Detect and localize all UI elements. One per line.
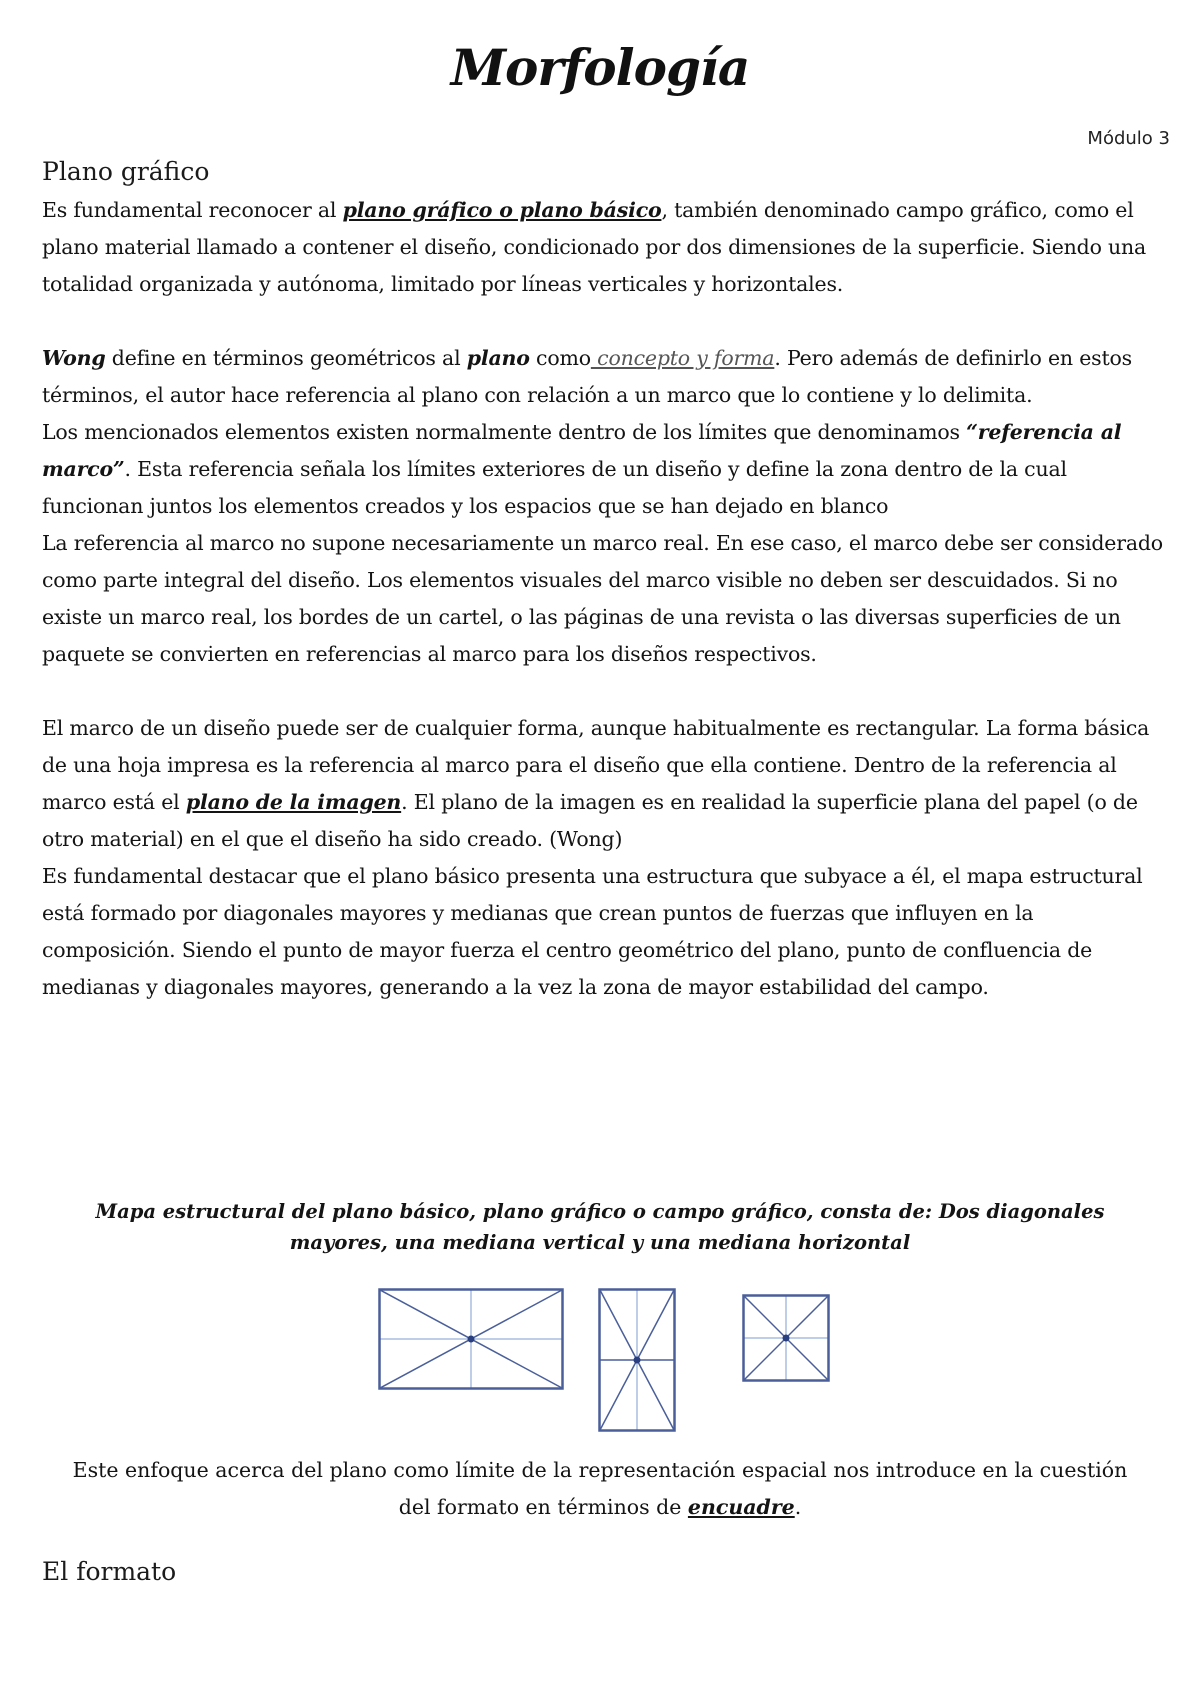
term-referencia-al-marco: “referencia al marco” [42, 420, 1122, 481]
text-run: . El plano de la imagen es en realidad la superficie plana del papel (o de otro material) en el que el diseño ha sido creado. (Wong) [42, 790, 1138, 851]
paragraph-1 [42, 192, 1167, 303]
text-run: . Pero además de definirlo en estos términos, el autor hace referencia al plano con relación a un marco que lo contiene y lo delimita. [42, 346, 1132, 407]
closing-paragraph [60, 1452, 1140, 1526]
author-wong: Wong [42, 346, 106, 370]
section-heading-el-formato: El formato [42, 1557, 177, 1586]
diagram-square [742, 1294, 830, 1382]
structural-map-diagrams [0, 1288, 1200, 1458]
term-plano: plano [466, 346, 530, 370]
text-run: como [529, 346, 591, 370]
diagram-horizontal-rectangle [378, 1288, 564, 1390]
diagram-vertical-rectangle [598, 1288, 676, 1432]
page-title: Morfología [450, 38, 750, 97]
text-run: Los mencionados elementos existen normalmente dentro de los límites que denominamos [42, 420, 967, 444]
text-run: Es fundamental reconocer al [42, 198, 343, 222]
paragraph-6: Es fundamental destacar que el plano básico presenta una estructura que subyace a él, el mapa estructural está formado por diagonales mayores y medianas que crean puntos de fuerzas que influyen en la composición. Siendo el punto de mayor fuerza el centro geométrico del plano, punto de confluencia de medianas y diagonales mayores, generando a la vez la zona de mayor estabilidad del campo. [42, 864, 1143, 999]
section-heading-plano-grafico: Plano gráfico [42, 157, 210, 186]
text-run: . Esta referencia señala los límites exteriores de un diseño y define la zona dentro de la cual funcionan juntos los elementos creados y los espacios que se han dejado en blanco [42, 457, 1067, 518]
paragraph-5 [42, 710, 1167, 858]
term-plano-de-la-imagen: plano de la imagen [185, 790, 402, 814]
paragraph-4: La referencia al marco no supone necesariamente un marco real. En ese caso, el marco debe ser considerado como parte integral del diseño. Los elementos visuales del marco visible no deben ser descuidados. Si no existe un marco real, los bordes de un cartel, o las páginas de una revista o las diversas superficies de un paquete se convierten en referencias al marco para los diseños respectivos. [42, 531, 1163, 666]
term-encuadre: encuadre [687, 1495, 795, 1519]
text-run: define en términos geométricos al [105, 346, 467, 370]
module-label: Módulo 3 [1087, 128, 1170, 149]
body-text [42, 192, 1167, 1006]
paragraph-3 [42, 414, 1167, 525]
text-run: El marco de un diseño puede ser de cualquier forma, aunque habitualmente es rectangular. La forma básica de una hoja impresa es la referencia al marco para el diseño que ella contiene. Dentro de la referencia al marco está el [42, 716, 1150, 814]
term-concepto-y-forma: concepto y forma [590, 346, 775, 370]
term-plano-grafico: plano gráfico o plano básico [342, 198, 662, 222]
paragraph-2 [42, 340, 1167, 414]
figure-caption: Mapa estructural del plano básico, plano gráfico o campo gráfico, consta de: Dos diagonales mayores, una mediana vertical y una mediana horizontal [95, 1200, 1105, 1254]
text-run: Este enfoque acerca del plano como límite de la representación espacial nos introduce en la cuestión del formato en términos de [72, 1458, 1128, 1519]
text-run: . [794, 1495, 802, 1519]
text-run: , también denominado campo gráfico, como el plano material llamado a contener el diseño, condicionado por dos dimensiones de la superficie. Siendo una totalidad organizada y autónoma, limitado por líneas verticales y horizontales. [42, 198, 1147, 296]
